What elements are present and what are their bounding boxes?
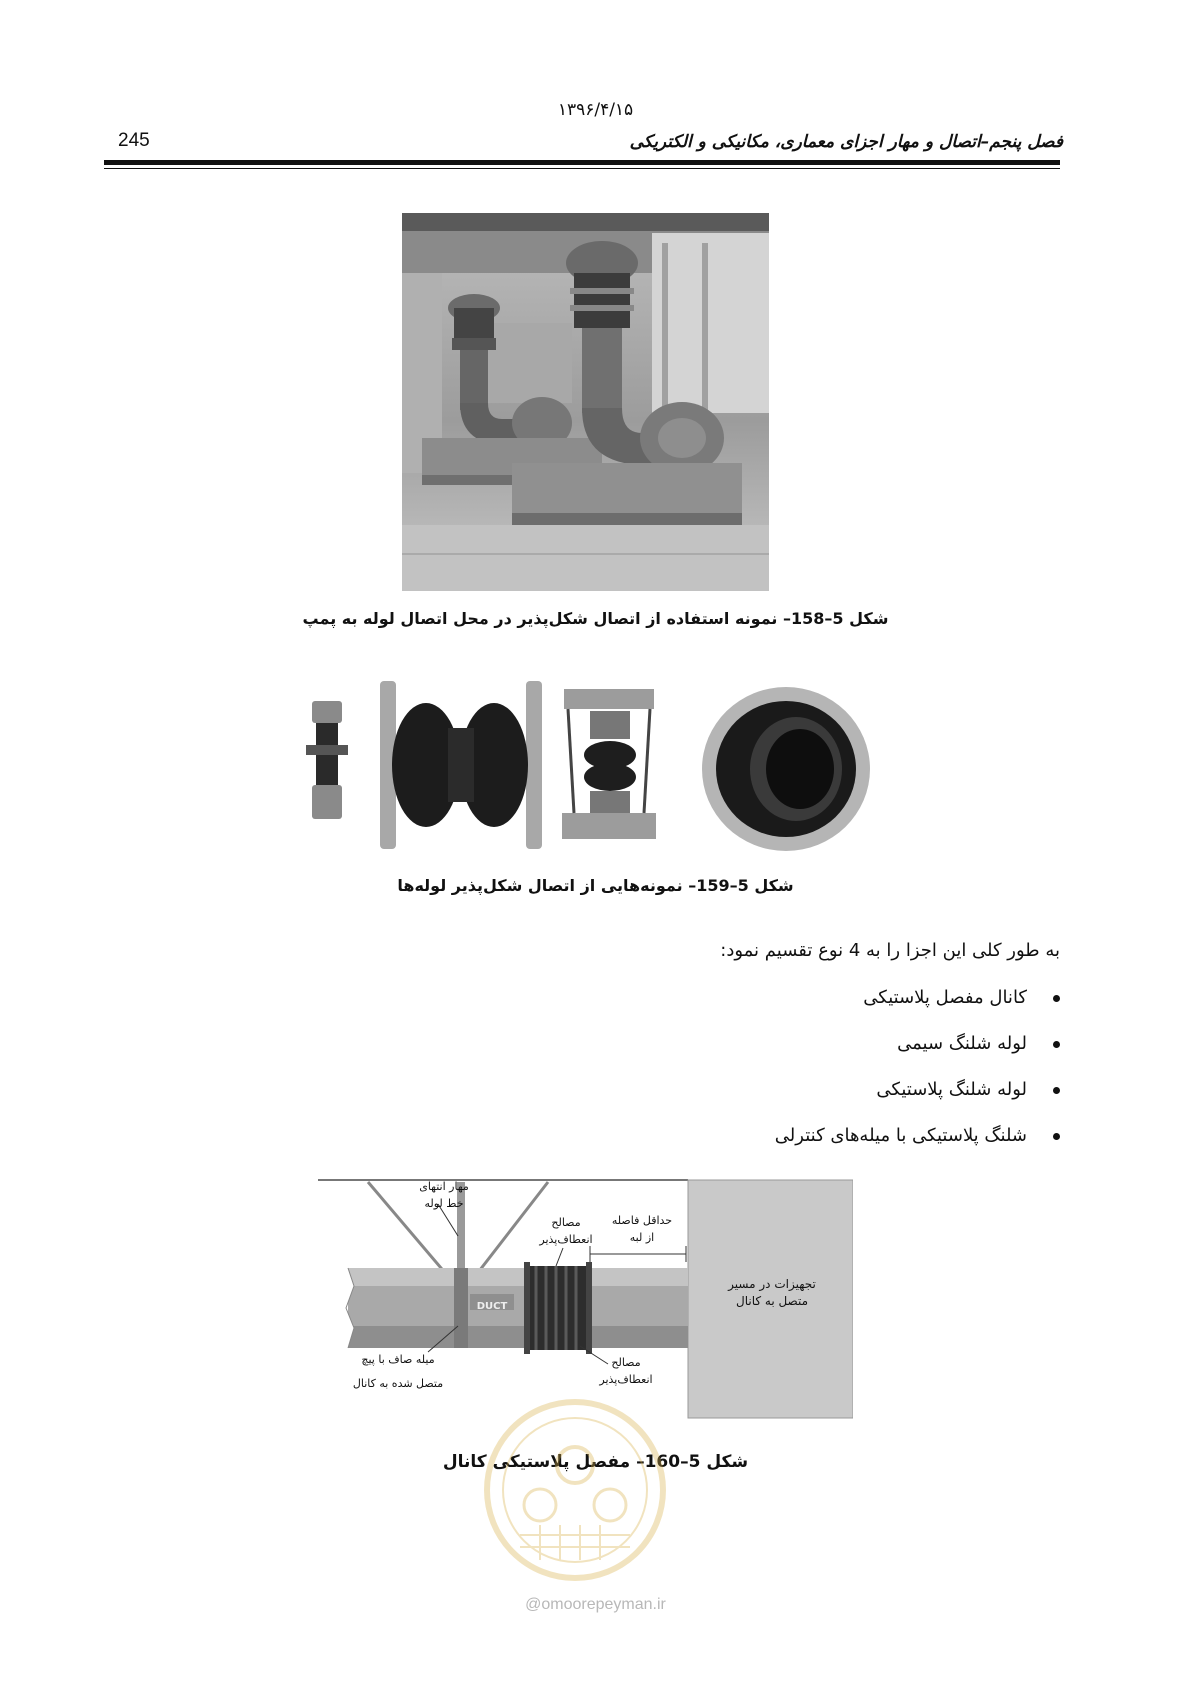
bullet-icon — [1053, 995, 1060, 1002]
joint-type-list — [775, 975, 1060, 1159]
list-item — [775, 1021, 1060, 1067]
bullet-icon — [1053, 1133, 1060, 1140]
list-item — [775, 1067, 1060, 1113]
label-pipeline-anchor: مهار انتهای خط لوله — [419, 1180, 469, 1210]
list-item — [775, 1113, 1060, 1159]
watermark-site: @omoorepeyman.ir — [525, 1596, 666, 1613]
bullet-icon — [1053, 1041, 1060, 1048]
list-item-text: لوله شلنگ پلاستیکی — [876, 1079, 1027, 1100]
flexible-joints-photo — [298, 673, 876, 859]
header-rule-thin — [104, 168, 1060, 169]
label-flexible-material-top: مصالح انعطاف‌پذیر — [539, 1216, 593, 1246]
pump-photo — [402, 213, 769, 591]
label-rod-bolt: میله صاف با پیچ متصل شده به کانال — [352, 1353, 444, 1390]
label-inline-equipment: تجهیزات در مسیر متصل به کانال — [728, 1277, 816, 1308]
list-item-text: لوله شلنگ سیمی — [897, 1033, 1027, 1054]
duct-joint-diagram — [318, 1176, 853, 1423]
label-min-clearance: حداقل فاصله از لبه — [611, 1214, 673, 1244]
figure-160-caption: شکل 5–160– مفصل پلاستیکی کانال — [442, 1452, 749, 1472]
list-item-text: کانال مفصل پلاستیکی — [863, 987, 1027, 1008]
duct-tag: DUCT — [476, 1301, 508, 1312]
header-rule — [104, 160, 1060, 165]
list-item — [775, 975, 1060, 1021]
figure-159-caption: شکل 5–159– نمونه‌هایی از اتصال شکل‌پذیر لوله‌ها — [397, 876, 794, 895]
watermark-seal — [480, 1395, 670, 1585]
chapter-title: فصل پنجم–اتصال و مهار اجزای معماری، مکانیکی و الکتریکی — [629, 132, 1063, 152]
intro-paragraph: به طور کلی این اجزا را به 4 نوع تقسیم نمود: — [720, 940, 1060, 961]
page-number: 245 — [118, 130, 150, 151]
list-item-text: شلنگ پلاستیکی با میله‌های کنترلی — [774, 1125, 1027, 1146]
bullet-icon — [1053, 1087, 1060, 1094]
figure-158-caption: شکل 5–158– نمونه استفاده از اتصال شکل‌پذیر در محل اتصال لوله به پمپ — [302, 609, 889, 628]
label-flexible-material-bottom: مصالح انعطاف‌پذیر — [599, 1356, 653, 1386]
header-date: ۱۳۹۶/۴/۱۵ — [557, 100, 634, 120]
